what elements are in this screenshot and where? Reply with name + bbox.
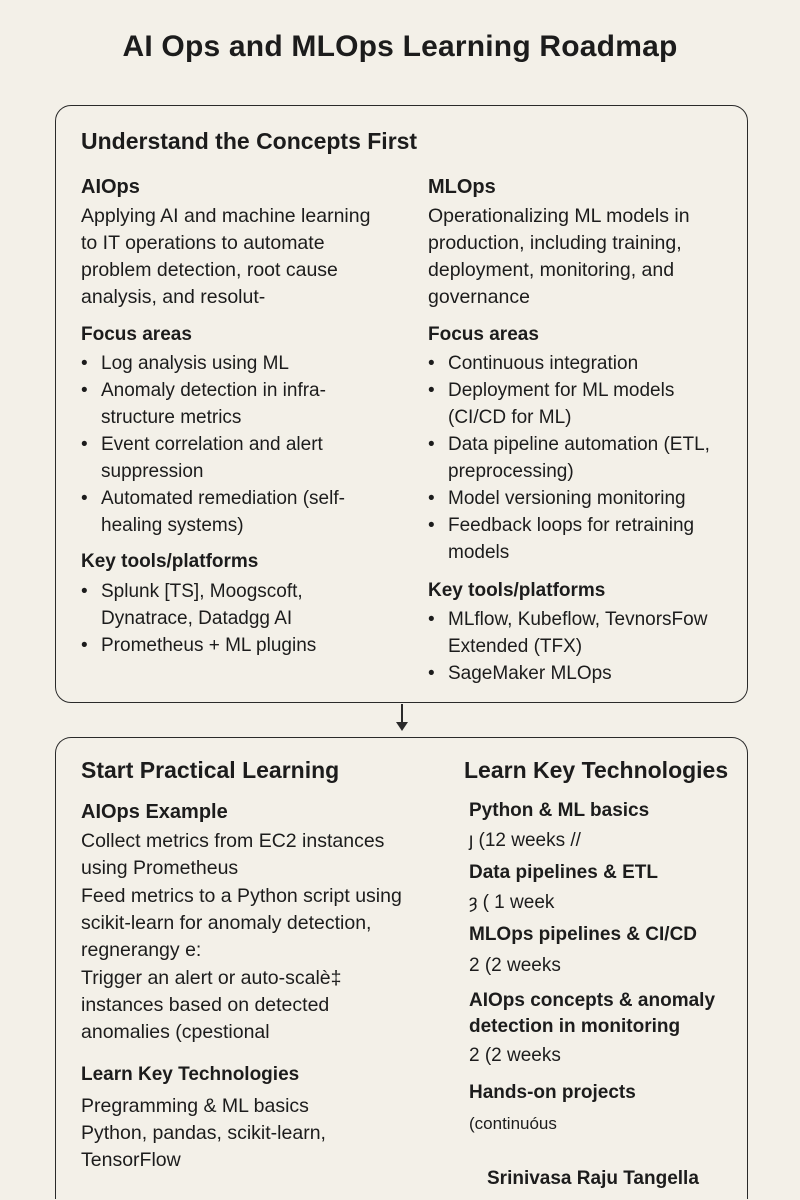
arrow-down-icon <box>396 722 408 731</box>
tech-item-duration: 2 (2 weeks <box>469 955 561 976</box>
tech-item-duration: ȷ (12 weeks // <box>469 830 581 851</box>
list-item: • Data pipeline automation (ETL, preprocessing) <box>428 431 728 485</box>
tech-item-name: Hands-on projects <box>469 1082 636 1103</box>
practical-tech-title: Learn Key Technologies <box>81 1064 300 1085</box>
list-item: • SageMaker MLOps <box>428 660 733 687</box>
list-item: • Model versioning monitoring <box>428 485 728 512</box>
mlops-tools-title: Key tools/platforms <box>428 580 606 601</box>
aiops-focus-list <box>81 350 381 539</box>
aiops-description: Applying AI and machine learning to IT operations to automate problem detection, root cause analysis, and resolut- <box>81 205 371 308</box>
tech-item-duration: ȝ ( 1 week <box>469 892 555 913</box>
list-item: • Event correlation and alert suppression <box>81 431 381 485</box>
tech-item-name: Data pipelines & ETL <box>469 862 658 883</box>
page-title: AI Ops and MLOps Learning Roadmap <box>122 30 678 63</box>
aiops-tools-title: Key tools/platforms <box>81 551 259 572</box>
practical-tech-desc: Python, pandas, scikit-learn, TensorFlow <box>81 1122 326 1171</box>
list-item: • Splunk [TS], Moogscoft, Dynatrace, Datadgg AI <box>81 578 381 632</box>
list-item: • Anomaly detection in infra- structure metrics <box>81 377 381 431</box>
list-item: • Automated remediation (self-healing systems) <box>81 485 381 539</box>
practical-tech-sub: Pregramming & ML basics <box>81 1095 309 1117</box>
tech-item-name: AIOps concepts & anomaly detection in monitoring <box>469 990 716 1037</box>
technologies-heading: Learn Key Technologies <box>464 757 729 783</box>
aiops-title: AIOps <box>81 176 140 198</box>
practical-step-2: Feed metrics to a Python script using scikit-learn for anomaly detection, regnerangy e: <box>81 885 402 961</box>
tech-item-duration: 2 (2 weeks <box>469 1045 561 1066</box>
practical-step-3: Trigger an alert or auto-scalè‡ instances based on detected anomalies (cpestional <box>81 967 342 1043</box>
practical-heading: Start Practical Learning <box>81 757 340 783</box>
list-item: • Prometheus + ML plugins <box>81 632 381 659</box>
tech-item-duration: (continuóus <box>469 1114 557 1133</box>
aiops-tools-list <box>81 578 381 659</box>
mlops-tools-list <box>428 606 733 687</box>
aiops-focus-title: Focus areas <box>81 324 192 345</box>
list-item: • Log analysis using ML <box>81 350 381 377</box>
mlops-focus-title: Focus areas <box>428 324 539 345</box>
list-item: • Deployment for ML models (CI/CD for ML) <box>428 377 728 431</box>
concepts-heading: Understand the Concepts First <box>81 128 418 154</box>
mlops-title: MLOps <box>428 176 496 198</box>
tech-item-name: MLOps pipelines & CI/CD <box>469 924 698 945</box>
list-item: • Continuous integration <box>428 350 728 377</box>
list-item: • Feedback loops for retraining models <box>428 512 728 566</box>
practical-step-1: Collect metrics from EC2 instances using Prometheus <box>81 830 385 879</box>
mlops-description: Operationalizing ML models in production, including training, deployment, monitoring, and governance <box>428 205 690 308</box>
author-signature: Srinivasa Raju Tangella <box>487 1168 699 1189</box>
aiops-example-title: AIOps Example <box>81 801 228 823</box>
tech-item-name: Python & ML basics <box>469 800 650 821</box>
list-item: • MLflow, Kubeflow, TevnorsFow Extended (TFX) <box>428 606 733 660</box>
mlops-focus-list <box>428 350 728 566</box>
